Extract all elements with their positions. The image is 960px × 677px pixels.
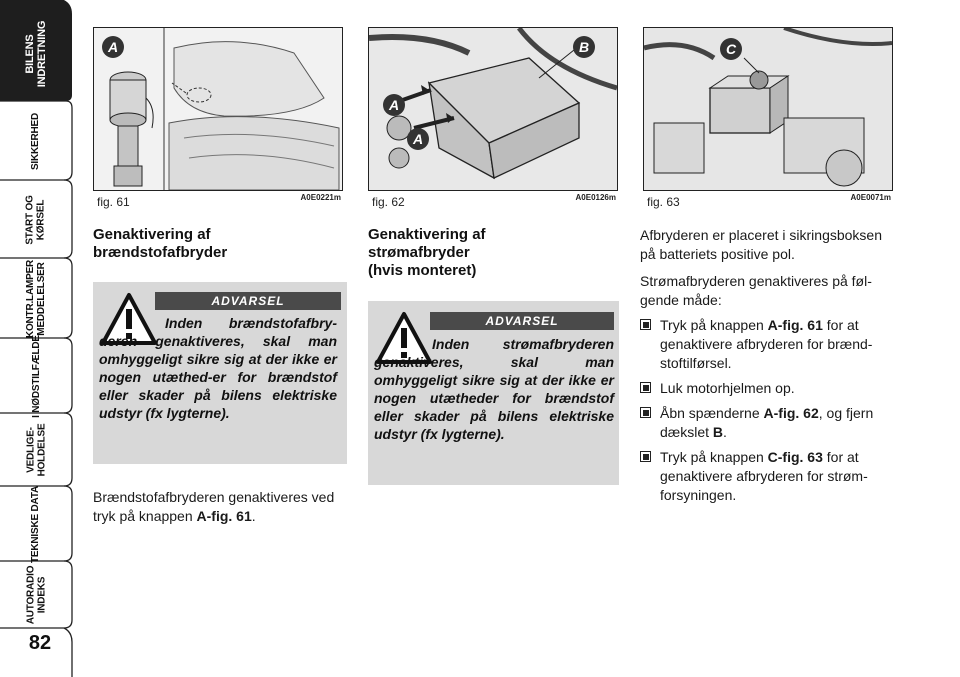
seat-switch-drawing: [94, 28, 342, 190]
paragraph: Strømafbryderen genaktiveres på føl-gende måde:: [640, 273, 872, 308]
text: , og fjern dækslet: [660, 405, 874, 440]
figure-61-illustration: [93, 27, 343, 191]
callout-c: C: [720, 38, 742, 60]
warning-text: Inden strømafbryderen genaktiveres, skal man omhyggeligt sikre sig at der ikke er nogen utætheder for brændstof eller skader på bilens elektriske udstyr (fx lygterne).: [374, 336, 614, 442]
text: Tryk på knappen: [660, 449, 768, 465]
tab-vedligeholdelse[interactable]: [0, 414, 72, 486]
text: for at genaktivere afbryderen for brænd-stoftilførsel.: [660, 317, 873, 371]
tab-label: START OG KØRSEL: [24, 194, 47, 245]
tab-label: TEKNISKE DATA: [30, 485, 42, 563]
chapter-tab-rail: [0, 0, 74, 677]
tab-label: SIKKERHED: [30, 112, 42, 170]
tab-label: I NØDSTILFÆLDE: [30, 334, 42, 418]
bullet-box-icon: [640, 451, 651, 462]
text: Luk motorhjelmen op.: [660, 380, 795, 396]
list-item: [640, 404, 898, 442]
figure-code: A0E0071m: [850, 193, 891, 202]
figure-63-illustration: [643, 27, 893, 191]
figure-reference: A-fig. 62: [763, 405, 819, 421]
tab-i-noedstilfaelde[interactable]: [0, 334, 72, 418]
bullet-box-icon: [640, 319, 651, 330]
column-instructions: [640, 226, 898, 505]
section-heading: Genaktivering af brændstofafbryder: [93, 226, 228, 261]
callout-a: A: [102, 36, 124, 58]
list-item: [640, 379, 898, 398]
text: .: [251, 508, 256, 524]
paragraph: [93, 488, 349, 526]
tab-label: BILENS INDRETNING: [23, 20, 48, 88]
bullet-box-icon: [640, 407, 651, 418]
figure-caption: fig. 63: [647, 195, 680, 209]
tab-sikkerhed[interactable]: [0, 102, 72, 180]
figure-reference: B: [712, 424, 724, 440]
page-number: 82: [28, 632, 52, 654]
list-item: [640, 448, 898, 505]
tab-tekniske-data[interactable]: [0, 487, 72, 561]
figure-62: [368, 27, 618, 217]
warning-title: ADVARSEL: [430, 312, 614, 330]
text: for at genaktivere afbryderen for strøm-forsyningen.: [660, 449, 868, 503]
figure-61: [93, 27, 343, 217]
bullet-box-icon: [640, 382, 651, 393]
text: Brændstofafbryderen genaktiveres ved tryk på knappen: [93, 489, 335, 524]
tab-label: VEDLIGE- HOLDELSE: [24, 423, 47, 477]
section-heading: Genaktivering af strømafbryder (hvis monteret): [368, 226, 486, 279]
fuse-box-drawing: [644, 28, 892, 190]
figure-reference: C-fig. 63: [767, 449, 823, 465]
column-fuel-switch: [93, 226, 347, 262]
tab-start-og-koersel[interactable]: [0, 181, 72, 258]
tab-kontrollamper[interactable]: [0, 259, 72, 338]
tab-label: KONTR.LAMPER MEDDELELSER: [25, 259, 47, 338]
text: Tryk på knappen: [660, 317, 768, 333]
warning-box: [93, 282, 347, 464]
callout-a: A: [407, 128, 429, 150]
tab-autoradio-indeks[interactable]: [0, 562, 72, 628]
paragraph: Afbryderen er placeret i sikringsboksen på batteriets positive pol.: [640, 227, 883, 262]
figure-code: A0E0126m: [575, 193, 616, 202]
callout-b: B: [573, 36, 595, 58]
warning-title: ADVARSEL: [155, 292, 341, 310]
figure-code: A0E0221m: [300, 193, 341, 202]
figure-reference: A-fig. 61: [767, 317, 823, 333]
figure-62-illustration: [368, 27, 618, 191]
column-power-switch: [368, 226, 622, 280]
warning-box: [368, 301, 619, 485]
list-item: [640, 316, 898, 373]
tab-label: AUTORADIO INDEKS: [24, 565, 47, 625]
figure-caption: fig. 61: [97, 195, 130, 209]
text: Åbn spænderne: [660, 405, 764, 421]
callout-a: A: [383, 94, 405, 116]
warning-text: Inden brændstofafbry-deren genaktiveres, skal man omhyggeligt sikre sig at der ikke er nogen utæthed-er for brændstof eller skader på bilens elektriske udstyr (fx lygterne).: [99, 315, 337, 421]
tab-bilens-indretning[interactable]: [0, 8, 72, 100]
text: .: [723, 424, 727, 440]
figure-caption: fig. 62: [372, 195, 405, 209]
figure-reference: A-fig. 61: [196, 508, 252, 524]
figure-63: [643, 27, 893, 217]
